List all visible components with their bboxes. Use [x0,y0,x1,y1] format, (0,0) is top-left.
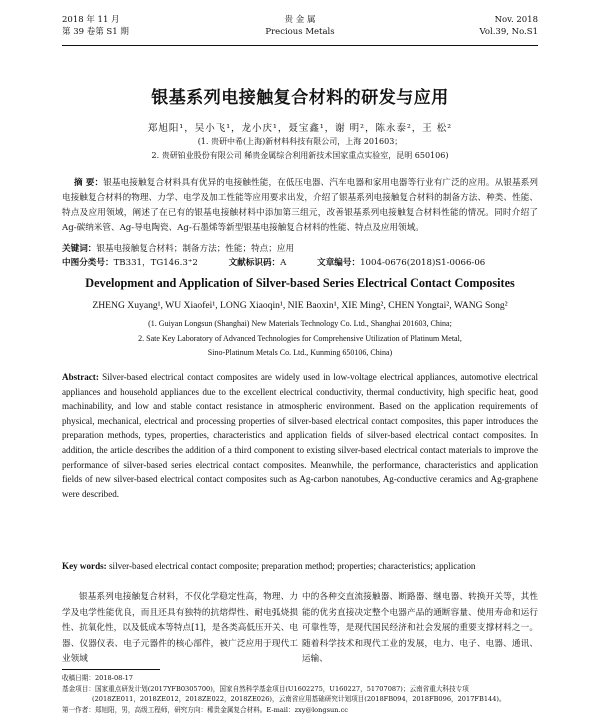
chinese-title: 银基系列电接触复合材料的研发与应用 [151,88,449,108]
english-affiliation-2: 2. Sate Key Laboratory of Advanced Technologies for Comprehensive Utilization of Platinum Metal, [138,334,462,343]
chinese-abstract [62,176,538,236]
clc-label: 中图分类号： [62,258,114,268]
english-affiliation-1: (1. Guiyan Longsun (Shanghai) New Materials Technology Co. Ltd., Shanghai 201603, China; [148,319,452,328]
chinese-keywords [62,243,538,256]
chinese-abstract-text: 银基电接触复合材料具有优异的电接触性能，在低压电器、汽车电器和家用电器等行业有广泛的应用。从银基系列电接触复合材料的物理、力学、电学及加工性能等应用要求出发，介绍了银基系列电接触复合材料的制备方法、种类、性能、特点及应用领域，阐述了在已有的银基电接触材料中添加第三组元，改善银基系列电接触复合材料性能的情况。同时介绍了 Ag-碳纳米管、Ag-导电陶瓷、Ag-石墨烯等新型银基电接触复合材料的性能、特点及应用领域。 [62,178,538,233]
journal-name-en: Precious Metals [265,27,335,37]
article-no-block [317,258,499,268]
chinese-keywords-text: 银基电接触复合材料；制备方法；性能；特点；应用 [96,244,295,254]
footnotes [62,673,538,715]
chinese-affiliation-2: 2. 贵研铂业股份有限公司 稀贵金属综合利用新技术国家重点实验室，昆明 650106) [151,151,449,160]
running-header [62,14,538,46]
footnote-fund-2: (2018ZE011，2018ZE012，2018ZE022，2018ZE026)，云南省应用基础研究计划项目(2018FB094，2018FB096，2017FB144)。 [92,695,506,703]
footnote-divider [62,669,160,670]
doc-code-block [229,258,301,268]
english-authors: ZHENG Xuyang¹, WU Xiaofei¹, LONG Xiaoqin¹, NIE Baoxin¹, XIE Ming², CHEN Yongtai², WANG Song² [92,300,508,311]
english-abstract-label: Abstract: [62,372,99,382]
issue-date-en: Nov. 2018 [494,15,538,25]
chinese-keywords-label: 关键词： [62,244,97,254]
issue-date-cn: 2018 年 11 月 [62,15,120,25]
volume-en: Vol.39, No.S1 [479,27,538,37]
volume-cn: 第 39 卷第 S1 期 [62,27,129,37]
header-center [62,14,538,38]
doc-code-value: A [280,258,287,268]
english-affiliation-3: Sino-Platinum Metals Co. Ltd., Kunming 650106, China) [207,348,393,357]
english-keywords-text: silver-based electrical contact composite; preparation method; properties; characteristics; application [109,561,476,571]
english-abstract [62,370,538,501]
doc-code-label: 文献标识码： [228,258,281,268]
body-column-left: 银基系列电接触复合材料，不仅化学稳定性高，物理、力学及电学性能优良，而且还具有独特的抗熔焊性、耐电弧烧损性、抗氧化性，以及低成本等特点[1]，是各类高低压开关、电器、仪器仪表、电子元器件的核心部件，被广泛应用于现代工业领域 [62,592,298,664]
english-keywords [62,559,538,574]
clc-block [62,258,212,268]
body-column-right: 中的各种交直流接触器、断路器、继电器、转换开关等，其性能的优劣直接决定整个电器产品的通断容量、使用寿命和运行可靠性等，是现代国民经济和社会发展的重要支撑材料之一。随着科学技术和现代工业的发展，电力、电子、电器、通讯、运输、 [302,592,538,664]
article-no-label: 文章编号： [317,258,361,268]
chinese-affiliation-1: (1. 贵研中希(上海)新材料科技有限公司，上海 201603； [197,137,403,146]
clc-value: TB331，TG146.3⁺2 [113,258,198,268]
chinese-authors: 郑旭阳¹，吴小飞¹，龙小庆¹，聂宝鑫¹，谢 明²，陈永泰²，王 松² [147,123,453,134]
english-abstract-text: Silver-based electrical contact composites are widely used in low-voltage electrical appliances, automotive electrical appliances and household appliances due to the excellent electrical conductivity, thermal conductivity, high specific heat, good machinability, and low and stable contact resistance in atmospheric environment. Based on the application requirements of physical, mechanical, electrical and processing properties of silver-based electrical contact composites, this paper introduces the preparation methods, types, properties, characteristics and application fields of silver-based electrical contact composites. In addition, the article describes the addition of a third component to existing silver-based electrical contact materials to improve the performance of silver-based series electrical contact composites. Meanwhile, the performance, characteristics and application fields of new silver-based electrical contact composites such as Ag-carbon nanotubes, Ag-conductive ceramics and Ag-graphene were described. [62,372,538,499]
english-keywords-label: Key words: [62,561,107,571]
footnote-received: 收稿日期：2018-08-17 [62,674,133,682]
classification-line [62,257,538,270]
header-right [480,14,538,38]
chinese-abstract-label: 摘 要： [74,178,104,188]
journal-name-cn: 贵 金 属 [284,15,316,25]
english-title: Development and Application of Silver-based Series Electrical Contact Composites [85,276,515,290]
footnote-fund-1: 基金项目：国家重点研发计划(2017YFB0305700)，国家自然科学基金项目(U1602275，U160227，51707087)；云南省重大科技专项 [62,684,469,693]
footnote-author: 第一作者：郑旭阳，男，高级工程师，研究方向：稀贵金属复合材料。E-mail：zxy@longsun.cc [62,705,348,714]
article-no-value: 1004-0676(2018)S1-0066-06 [360,258,486,268]
